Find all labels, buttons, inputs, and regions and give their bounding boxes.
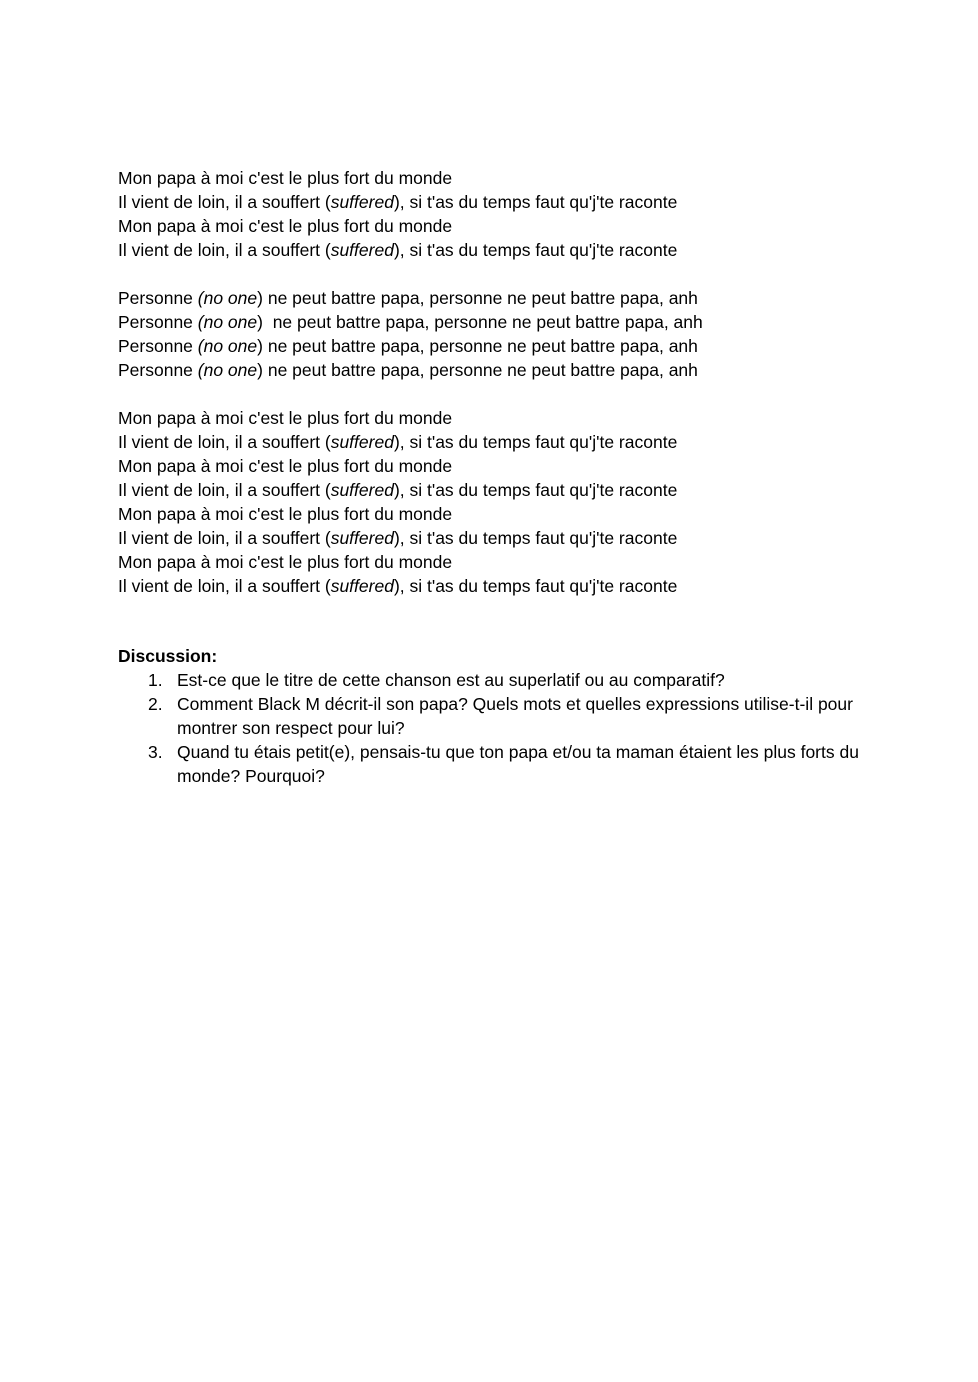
lyric-line: Il vient de loin, il a souffert (suffered), si t'as du temps faut qu'j'te raconte <box>118 192 678 212</box>
question-number: 2. <box>148 694 163 714</box>
lyric-line: Mon papa à moi c'est le plus fort du monde <box>118 216 453 236</box>
lyric-line: Il vient de loin, il a souffert (suffered), si t'as du temps faut qu'j'te raconte <box>118 528 678 548</box>
question-item <box>118 740 878 788</box>
lyric-line: Mon papa à moi c'est le plus fort du monde <box>118 456 453 476</box>
discussion-heading: Discussion: <box>118 646 218 666</box>
lyric-line: Il vient de loin, il a souffert (suffered), si t'as du temps faut qu'j'te raconte <box>118 480 678 500</box>
stanza-spacer <box>118 382 878 406</box>
question-number: 1. <box>148 670 163 690</box>
question-item <box>118 668 878 692</box>
lyric-line: Mon papa à moi c'est le plus fort du monde <box>118 408 453 428</box>
verse-1 <box>118 166 878 262</box>
lyric-line: Personne (no one) ne peut battre papa, personne ne peut battre papa, anh <box>118 336 698 356</box>
question-text: Comment Black M décrit-il son papa? Quels mots et quelles expressions utilise-t-il pour montrer son respect pour lui? <box>177 694 853 738</box>
discussion-section <box>118 644 878 788</box>
lyric-line: Mon papa à moi c'est le plus fort du monde <box>118 552 453 572</box>
lyric-line: Personne (no one) ne peut battre papa, personne ne peut battre papa, anh <box>118 312 703 332</box>
lyric-line: Mon papa à moi c'est le plus fort du monde <box>118 504 453 524</box>
verse-2 <box>118 286 878 382</box>
lyric-line: Il vient de loin, il a souffert (suffered), si t'as du temps faut qu'j'te raconte <box>118 576 678 596</box>
lyric-line: Il vient de loin, il a souffert (suffered), si t'as du temps faut qu'j'te raconte <box>118 240 678 260</box>
question-number: 3. <box>148 742 163 762</box>
document-page <box>118 166 878 788</box>
question-list <box>118 668 878 788</box>
section-spacer <box>118 598 878 644</box>
question-item <box>118 692 878 740</box>
stanza-spacer <box>118 262 878 286</box>
question-text: Quand tu étais petit(e), pensais-tu que ton papa et/ou ta maman étaient les plus forts du monde? Pourquoi? <box>177 742 859 786</box>
question-text: Est-ce que le titre de cette chanson est au superlatif ou au comparatif? <box>177 670 725 690</box>
lyric-line: Il vient de loin, il a souffert (suffered), si t'as du temps faut qu'j'te raconte <box>118 432 678 452</box>
lyric-line: Mon papa à moi c'est le plus fort du monde <box>118 168 453 188</box>
lyric-line: Personne (no one) ne peut battre papa, personne ne peut battre papa, anh <box>118 288 698 308</box>
lyric-line: Personne (no one) ne peut battre papa, personne ne peut battre papa, anh <box>118 360 698 380</box>
verse-3 <box>118 406 878 598</box>
